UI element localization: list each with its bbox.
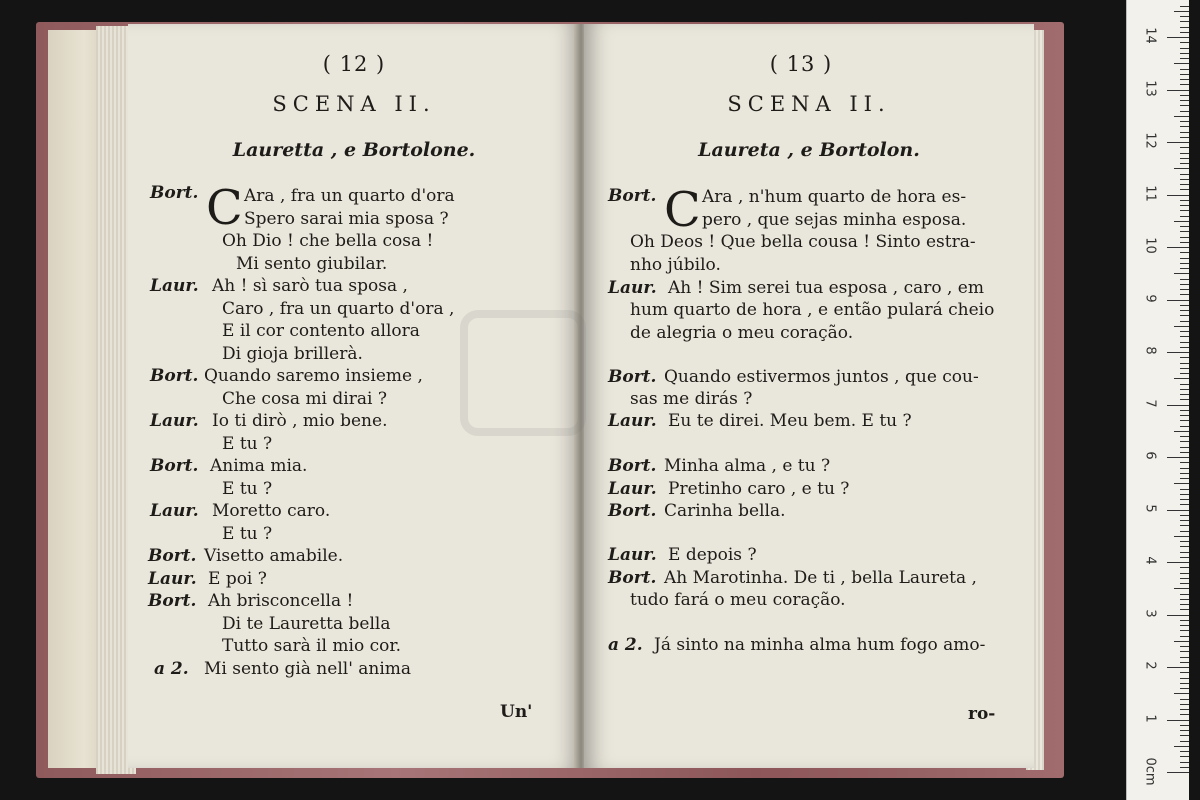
left-line: Spero sarai mia sposa ?: [244, 209, 449, 229]
ruler-tick: [1180, 189, 1189, 190]
left-line: Caro , fra un quarto d'ora ,: [222, 299, 455, 319]
ruler-tick: [1180, 237, 1189, 238]
ruler-tick: [1180, 531, 1189, 532]
ruler-tick: [1167, 667, 1189, 668]
ruler-tick: [1180, 573, 1189, 574]
right-line: nho júbilo.: [630, 255, 721, 275]
right-speaker: Laur.: [608, 411, 657, 431]
ruler-tick: [1180, 79, 1189, 80]
ruler-tick: [1180, 363, 1189, 364]
ruler-tick: [1180, 147, 1189, 148]
ruler-tick: [1180, 84, 1189, 85]
right-speaker: a 2.: [608, 635, 643, 655]
right-line: Carinha bella.: [664, 501, 786, 521]
left-line: Tutto sarà il mio cor.: [222, 636, 402, 656]
ruler-tick: [1167, 352, 1189, 353]
ruler-tick: [1180, 347, 1189, 348]
right-speaker: Bort.: [608, 568, 657, 588]
ruler-number: 9: [1142, 293, 1158, 303]
left-line: Visetto amabile.: [204, 546, 344, 566]
right-line: sas me dirás ?: [630, 389, 753, 409]
right-characters: Laureta , e Bortolon.: [698, 139, 920, 161]
right-line: Ara , n'hum quarto de hora es-: [702, 187, 967, 207]
ruler-tick: [1167, 457, 1189, 458]
museum-watermark: [440, 300, 700, 500]
left-line: Io ti dirò , mio bene.: [212, 411, 388, 431]
ruler-tick: [1180, 552, 1189, 553]
ruler-tick: [1180, 263, 1189, 264]
ruler-number: 7: [1142, 398, 1158, 408]
ruler-tick: [1180, 520, 1189, 521]
right-scene-heading: SCENA II.: [727, 92, 891, 116]
ruler-number: 10: [1142, 237, 1158, 254]
ruler-tick: [1180, 741, 1189, 742]
ruler-tick: [1180, 473, 1189, 474]
ruler-tick: [1174, 693, 1189, 694]
ruler-tick: [1180, 153, 1189, 154]
left-line: Quando saremo insieme ,: [204, 366, 423, 386]
ruler-tick: [1180, 137, 1189, 138]
ruler-tick: [1174, 641, 1189, 642]
left-speaker: Laur.: [150, 276, 199, 296]
ruler-tick: [1167, 142, 1189, 143]
right-line: Oh Deos ! Que bella cousa ! Sinto estra-: [630, 232, 976, 252]
ruler-tick: [1180, 373, 1189, 374]
right-speaker: Bort.: [608, 186, 657, 206]
ruler-tick: [1174, 326, 1189, 327]
ruler-tick: [1180, 630, 1189, 631]
ruler-tick: [1180, 368, 1189, 369]
ruler-tick: [1180, 53, 1189, 54]
ruler-tick: [1180, 252, 1189, 253]
ruler-tick: [1180, 494, 1189, 495]
ruler-tick: [1180, 226, 1189, 227]
ruler-tick: [1180, 678, 1189, 679]
ruler-tick: [1180, 111, 1189, 112]
ruler-number: 1: [1142, 713, 1158, 723]
ruler-tick: [1180, 100, 1189, 101]
ruler-tick: [1180, 174, 1189, 175]
left-scene-heading: SCENA II.: [272, 92, 436, 116]
ruler-tick: [1180, 342, 1189, 343]
ruler-tick: [1180, 121, 1189, 122]
ruler-tick: [1180, 478, 1189, 479]
ruler-tick: [1180, 242, 1189, 243]
ruler-number: 13: [1142, 79, 1158, 97]
right-line: de alegria o meu coração.: [630, 323, 854, 343]
ruler-tick: [1180, 462, 1189, 463]
ruler-tick: [1167, 720, 1189, 721]
ruler-tick: [1180, 58, 1189, 59]
left-line: Ah ! sì sarò tua sposa ,: [212, 276, 408, 296]
ruler-tick: [1180, 452, 1189, 453]
left-line: E tu ?: [222, 434, 273, 454]
ruler-tick: [1180, 651, 1189, 652]
ruler-tick: [1180, 735, 1189, 736]
ruler-tick: [1180, 415, 1189, 416]
ruler-tick: [1167, 90, 1189, 91]
left-speaker: Laur.: [150, 501, 199, 521]
ruler-tick: [1174, 746, 1189, 747]
ruler-number: 4: [1142, 556, 1158, 565]
ruler-tick: [1180, 604, 1189, 605]
ruler-tick: [1180, 305, 1189, 306]
ruler-tick: [1180, 279, 1189, 280]
ruler-tick: [1180, 704, 1189, 705]
ruler-tick: [1174, 588, 1189, 589]
left-line: E il cor contento allora: [222, 321, 420, 341]
ruler-tick: [1174, 116, 1189, 117]
ruler-tick: [1180, 672, 1189, 673]
ruler-tick: [1180, 541, 1189, 542]
ruler-tick: [1180, 657, 1189, 658]
ruler-tick: [1180, 205, 1189, 206]
ruler-tick: [1180, 163, 1189, 164]
ruler-tick: [1180, 179, 1189, 180]
ruler-number: 5: [1142, 503, 1158, 513]
ruler-tick: [1180, 699, 1189, 700]
ruler-tick: [1167, 615, 1189, 616]
ruler-tick: [1180, 489, 1189, 490]
ruler-tick: [1180, 609, 1189, 610]
ruler-tick: [1180, 594, 1189, 595]
ruler-tick: [1174, 221, 1189, 222]
ruler-tick: [1180, 714, 1189, 715]
right-speaker: Bort.: [608, 456, 657, 476]
ruler-tick: [1174, 168, 1189, 169]
ruler-tick: [1180, 751, 1189, 752]
left-drop-cap: C: [206, 180, 243, 236]
ruler-tick: [1180, 258, 1189, 259]
ruler-tick: [1180, 394, 1189, 395]
left-line: E poi ?: [208, 569, 267, 589]
ruler-tick: [1180, 216, 1189, 217]
ruler-tick: [1180, 420, 1189, 421]
ruler-tick: [1180, 315, 1189, 316]
left-speaker: Bort.: [150, 366, 199, 386]
ruler-tick: [1180, 48, 1189, 49]
ruler-tick: [1180, 767, 1189, 768]
ruler-tick: [1180, 515, 1189, 516]
ruler-tick: [1180, 32, 1189, 33]
right-speaker: Laur.: [608, 545, 657, 565]
left-line: Moretto caro.: [212, 501, 331, 521]
left-line: Oh Dio ! che bella cosa !: [222, 231, 434, 251]
ruler-tick: [1180, 399, 1189, 400]
ruler-tick: [1180, 709, 1189, 710]
ruler-tick: [1180, 683, 1189, 684]
right-line: Pretinho caro , e tu ?: [668, 479, 850, 499]
ruler-number: 0cm: [1142, 757, 1158, 786]
left-line: Mi sento giubilar.: [236, 254, 388, 274]
ruler-tick: [1180, 74, 1189, 75]
ruler-tick: [1180, 27, 1189, 28]
ruler-number: 14: [1142, 27, 1158, 44]
left-line: E tu ?: [222, 524, 273, 544]
ruler-tick: [1180, 441, 1189, 442]
ruler-tick: [1180, 426, 1189, 427]
left-line: Che cosa mi dirai ?: [222, 389, 387, 409]
ruler-tick: [1180, 331, 1189, 332]
left-characters: Lauretta , e Bortolone.: [232, 139, 476, 161]
right-speaker: Laur.: [608, 278, 657, 298]
ruler-tick: [1180, 16, 1189, 17]
ruler-tick: [1174, 378, 1189, 379]
ruler-tick: [1180, 231, 1189, 232]
ruler-tick: [1180, 688, 1189, 689]
right-speaker: Bort.: [608, 367, 657, 387]
right-drop-cap: C: [664, 182, 701, 238]
ruler-tick: [1180, 42, 1189, 43]
ruler-tick: [1180, 184, 1189, 185]
ruler-tick: [1180, 6, 1189, 7]
ruler-number: 2: [1142, 661, 1158, 670]
ruler-tick: [1174, 483, 1189, 484]
ruler-tick: [1180, 504, 1189, 505]
right-line: Quando estivermos juntos , que cou-: [664, 367, 979, 387]
ruler-tick: [1180, 578, 1189, 579]
ruler-tick: [1180, 557, 1189, 558]
ruler-tick: [1180, 69, 1189, 70]
left-line: Anima mia.: [210, 456, 308, 476]
ruler-tick: [1180, 336, 1189, 337]
ruler-tick: [1180, 468, 1189, 469]
left-page-number: ( 12 ): [322, 52, 386, 76]
ruler-tick: [1180, 200, 1189, 201]
ruler-tick: [1180, 499, 1189, 500]
left-speaker: Bort.: [148, 546, 197, 566]
ruler-tick: [1180, 599, 1189, 600]
ruler-tick: [1180, 625, 1189, 626]
ruler-tick: [1180, 294, 1189, 295]
ruler-tick: [1180, 132, 1189, 133]
ruler-tick: [1180, 158, 1189, 159]
left-catchword: Un': [500, 702, 533, 722]
ruler-tick: [1180, 620, 1189, 621]
left-line: Ara , fra un quarto d'ora: [244, 186, 455, 206]
ruler-tick: [1180, 284, 1189, 285]
left-line: Di gioja brillerà.: [222, 344, 363, 364]
ruler-tick: [1180, 583, 1189, 584]
right-line: Já sinto na minha alma hum fogo amo-: [654, 635, 986, 655]
ruler-tick: [1180, 436, 1189, 437]
right-speaker: Laur.: [608, 479, 657, 499]
ruler-tick: [1180, 646, 1189, 647]
ruler-tick: [1180, 410, 1189, 411]
ruler-tick: [1180, 730, 1189, 731]
right-speaker: Bort.: [608, 501, 657, 521]
ruler-tick: [1180, 567, 1189, 568]
ruler-tick: [1180, 357, 1189, 358]
right-catchword: ro-: [968, 704, 996, 724]
ruler-tick: [1167, 195, 1189, 196]
ruler-number: 11: [1142, 184, 1158, 202]
ruler-tick: [1174, 11, 1189, 12]
right-line: Eu te direi. Meu bem. E tu ?: [668, 411, 912, 431]
ruler-tick: [1167, 37, 1189, 38]
left-speaker: Bort.: [150, 456, 199, 476]
ruler-tick: [1174, 63, 1189, 64]
ruler-tick: [1180, 310, 1189, 311]
ruler-number: 3: [1142, 608, 1158, 618]
ruler-tick: [1180, 21, 1189, 22]
right-line: E depois ?: [668, 545, 757, 565]
left-speaker: Bort.: [148, 591, 197, 611]
ruler-tick: [1180, 384, 1189, 385]
measuring-ruler: [1126, 0, 1189, 800]
ruler-tick: [1180, 289, 1189, 290]
ruler-tick: [1167, 247, 1189, 248]
left-line: Ah brisconcella !: [208, 591, 354, 611]
ruler-number: 6: [1142, 451, 1158, 460]
ruler-tick: [1180, 762, 1189, 763]
ruler-tick: [1167, 510, 1189, 511]
ruler-tick: [1167, 300, 1189, 301]
ruler-tick: [1180, 725, 1189, 726]
ruler-tick: [1180, 636, 1189, 637]
ruler-tick: [1167, 562, 1189, 563]
ruler-tick: [1180, 126, 1189, 127]
ruler-tick: [1174, 431, 1189, 432]
left-speaker: Laur.: [150, 411, 199, 431]
ruler-tick: [1180, 447, 1189, 448]
ruler-number: 12: [1142, 132, 1158, 149]
right-line: pero , que sejas minha esposa.: [702, 210, 967, 230]
right-line: Ah Marotinha. De ti , bella Laureta ,: [664, 568, 977, 588]
ruler-tick: [1180, 756, 1189, 757]
right-page-number: ( 13 ): [769, 52, 833, 76]
ruler-tick: [1167, 405, 1189, 406]
right-line: Minha alma , e tu ?: [664, 456, 831, 476]
left-line: Di te Lauretta bella: [222, 614, 391, 634]
ruler-tick: [1180, 389, 1189, 390]
right-line: Ah ! Sim serei tua esposa , caro , em: [668, 278, 984, 298]
left-speaker: Laur.: [148, 569, 197, 589]
left-line: E tu ?: [222, 479, 273, 499]
ruler-tick: [1180, 95, 1189, 96]
ruler-tick: [1174, 273, 1189, 274]
watermark-logo: [460, 310, 586, 436]
ruler-tick: [1180, 105, 1189, 106]
ruler-tick: [1167, 772, 1189, 773]
left-speaker: a 2.: [154, 659, 189, 679]
right-line: hum quarto de hora , e então pulará cheio: [630, 300, 995, 320]
right-line: tudo fará o meu coração.: [630, 590, 846, 610]
ruler-tick: [1180, 662, 1189, 663]
ruler-tick: [1180, 321, 1189, 322]
ruler-number: 8: [1142, 346, 1158, 355]
ruler-tick: [1180, 546, 1189, 547]
ruler-tick: [1180, 268, 1189, 269]
left-line: Mi sento già nell' anima: [204, 659, 412, 679]
ruler-tick: [1180, 210, 1189, 211]
ruler-tick: [1174, 536, 1189, 537]
ruler-tick: [1180, 525, 1189, 526]
left-speaker: Bort.: [150, 183, 199, 203]
